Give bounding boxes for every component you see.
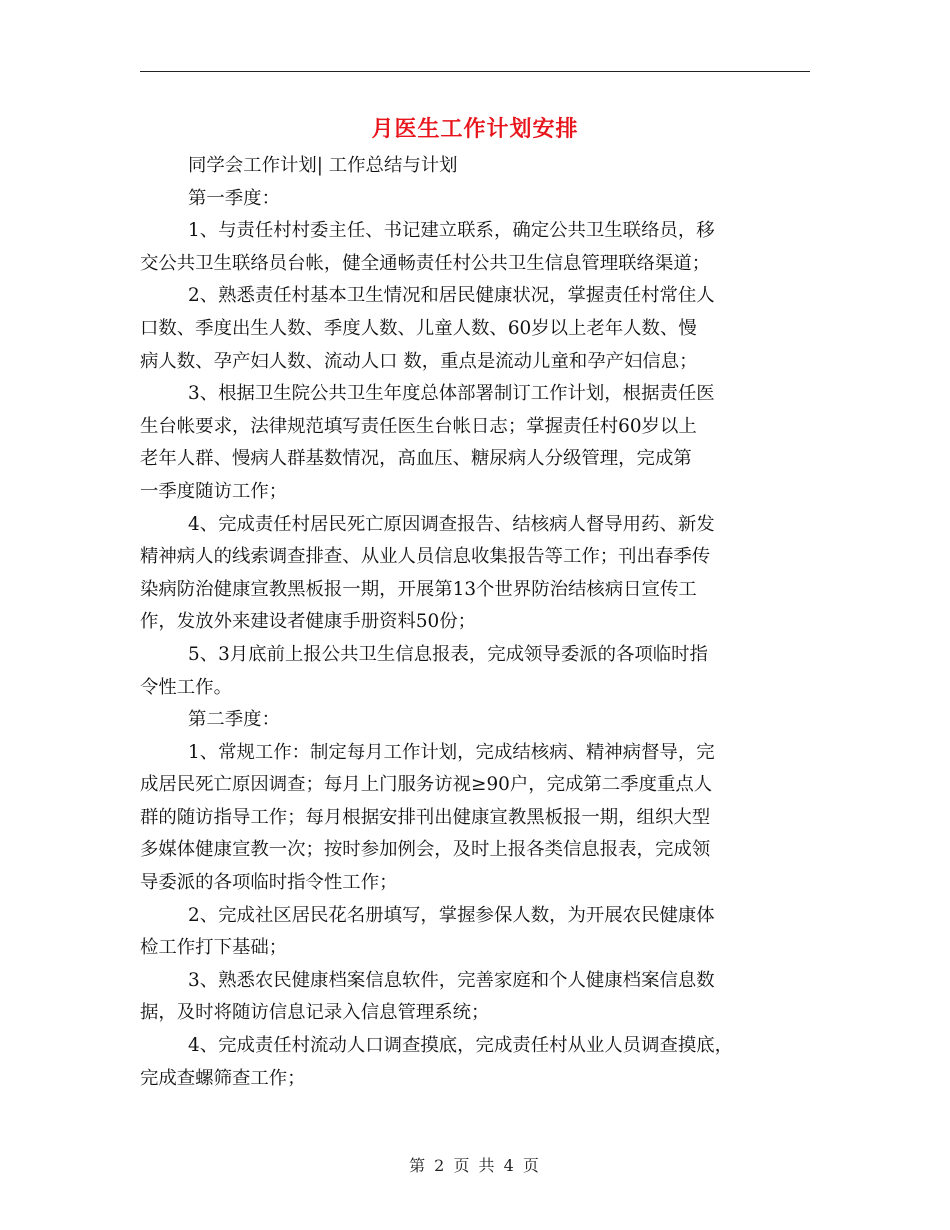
body-line: 4、完成责任村流动人口调查摸底，完成责任村从业人员调查摸底， bbox=[188, 1035, 734, 1057]
document-body bbox=[140, 150, 812, 1095]
body-line: 完成查螺筛查工作； bbox=[140, 1067, 306, 1089]
body-line: 作，发放外来建设者健康手册资料50份； bbox=[140, 611, 477, 633]
body-line: 口数、季度出生人数、季度人数、儿童人数、60岁以上老年人数、慢 bbox=[140, 317, 697, 339]
body-line: 病人数、孕产妇人数、流动人口 数，重点是流动儿童和孕产妇信息； bbox=[140, 350, 698, 372]
body-line: 染病防治健康宣教黑板报一期，开展第13个世界防治结核病日宣传工 bbox=[140, 578, 697, 600]
body-line: 5、3月底前上报公共卫生信息报表，完成领导委派的各项临时指 bbox=[188, 643, 708, 665]
body-line: 第一季度： bbox=[188, 187, 280, 209]
body-line: 同学会工作计划| 工作总结与计划 bbox=[188, 155, 458, 176]
body-line: 老年人群、慢病人群基数情况，高血压、糖尿病人分级管理，完成第 bbox=[140, 448, 692, 470]
document-title: 月医生工作计划安排 bbox=[371, 117, 579, 142]
body-line: 据，及时将随访信息记录入信息管理系统； bbox=[140, 1002, 490, 1024]
body-line: 1、与责任村村委主任、书记建立联系，确定公共卫生联络员，移 bbox=[188, 220, 715, 242]
body-line: 生台帐要求，法律规范填写责任医生台帐日志；掌握责任村60岁以上 bbox=[140, 415, 697, 437]
body-line: 2、完成社区居民花名册填写，掌握参保人数，为开展农民健康体 bbox=[188, 904, 715, 926]
body-line: 第二季度： bbox=[188, 709, 280, 731]
body-line: 令性工作。 bbox=[140, 676, 232, 698]
body-line: 3、根据卫生院公共卫生年度总体部署制订工作计划，根据责任医 bbox=[188, 383, 715, 405]
body-line: 2、熟悉责任村基本卫生情况和居民健康状况，掌握责任村常住人 bbox=[188, 285, 715, 307]
body-line: 检工作打下基础； bbox=[140, 937, 288, 959]
body-line: 多媒体健康宣教一次；按时参加例会，及时上报各类信息报表，完成领 bbox=[140, 839, 711, 861]
body-line: 导委派的各项临时指令性工作； bbox=[140, 872, 398, 894]
body-line: 4、完成责任村居民死亡原因调查报告、结核病人督导用药、新发 bbox=[188, 513, 715, 535]
body-line: 精神病人的线索调查排查、从业人员信息收集报告等工作；刊出春季传 bbox=[140, 546, 711, 568]
header-rule bbox=[140, 71, 810, 72]
body-line: 一季度随访工作； bbox=[140, 480, 288, 502]
body-line: 1、常规工作：制定每月工作计划，完成结核病、精神病督导，完 bbox=[188, 741, 715, 763]
page-footer: 第 2 页 共 4 页 bbox=[409, 1156, 541, 1175]
body-line: 成居民死亡原因调查；每月上门服务访视≥90户，完成第二季度重点人 bbox=[140, 774, 713, 796]
body-line: 群的随访指导工作；每月根据安排刊出健康宣教黑板报一期，组织大型 bbox=[140, 806, 711, 828]
body-line: 交公共卫生联络员台帐，健全通畅责任村公共卫生信息管理联络渠道； bbox=[140, 252, 711, 274]
body-line: 3、熟悉农民健康档案信息软件，完善家庭和个人健康档案信息数 bbox=[188, 969, 715, 991]
